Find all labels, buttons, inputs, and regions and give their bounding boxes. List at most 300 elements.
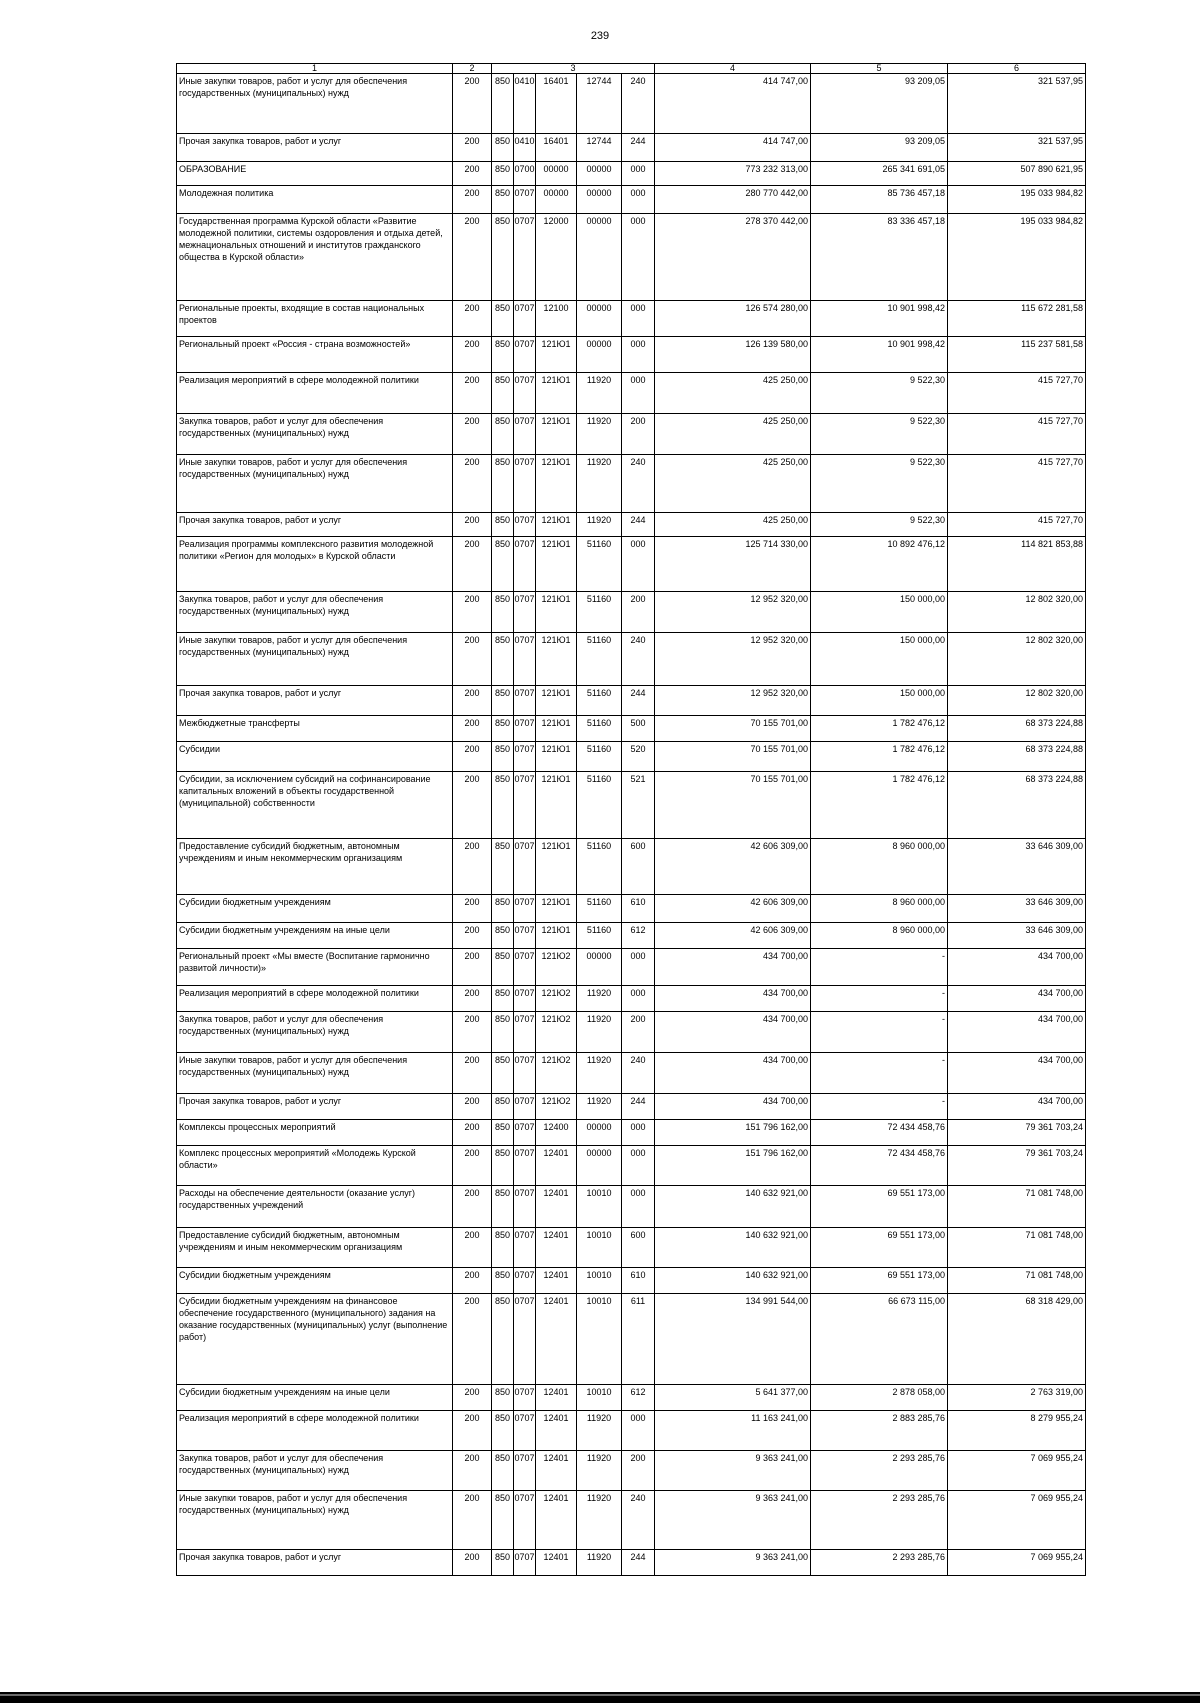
cell-c3a: 850 — [492, 1186, 514, 1228]
header-col-4: 4 — [655, 64, 811, 74]
table-row — [177, 592, 1086, 633]
cell-c4: 42 606 309,00 — [655, 839, 811, 895]
cell-c5: 8 960 000,00 — [811, 895, 948, 923]
cell-c6: 415 727,70 — [948, 455, 1086, 513]
row-name: Реализация мероприятий в сфере молодежной политики — [177, 373, 453, 414]
cell-c3d: 51160 — [577, 923, 622, 949]
cell-c3c: 121Ю1 — [536, 373, 577, 414]
cell-c3e: 200 — [622, 414, 655, 455]
table-row — [177, 414, 1086, 455]
cell-c3e: 000 — [622, 1120, 655, 1146]
cell-c3d: 11920 — [577, 1411, 622, 1451]
budget-table — [176, 63, 1086, 1576]
row-name: Закупка товаров, работ и услуг для обеспечения государственных (муниципальных) нужд — [177, 414, 453, 455]
cell-c6: 33 646 309,00 — [948, 839, 1086, 895]
cell-c2: 200 — [453, 716, 492, 742]
cell-c3e: 000 — [622, 1146, 655, 1186]
cell-c3d: 51160 — [577, 686, 622, 716]
row-name: Прочая закупка товаров, работ и услуг — [177, 686, 453, 716]
table-row — [177, 337, 1086, 373]
cell-c3c: 12401 — [536, 1228, 577, 1268]
cell-c3e: 610 — [622, 895, 655, 923]
cell-c4: 414 747,00 — [655, 74, 811, 134]
cell-c3e: 240 — [622, 1491, 655, 1550]
cell-c3d: 12744 — [577, 74, 622, 134]
cell-c3c: 12401 — [536, 1411, 577, 1451]
table-row — [177, 633, 1086, 686]
cell-c2: 200 — [453, 772, 492, 839]
cell-c3a: 850 — [492, 986, 514, 1012]
cell-c2: 200 — [453, 1451, 492, 1491]
cell-c3a: 850 — [492, 513, 514, 537]
cell-c3b: 0700 — [514, 162, 536, 186]
cell-c4: 151 796 162,00 — [655, 1146, 811, 1186]
cell-c3e: 610 — [622, 1268, 655, 1294]
cell-c2: 200 — [453, 1550, 492, 1576]
cell-c3a: 850 — [492, 1491, 514, 1550]
cell-c5: 83 336 457,18 — [811, 214, 948, 301]
table-row — [177, 686, 1086, 716]
cell-c4: 42 606 309,00 — [655, 923, 811, 949]
row-name: Региональные проекты, входящие в состав национальных проектов — [177, 301, 453, 337]
cell-c3d: 11920 — [577, 1491, 622, 1550]
cell-c3d: 10010 — [577, 1385, 622, 1411]
cell-c2: 200 — [453, 1012, 492, 1053]
cell-c3d: 00000 — [577, 949, 622, 986]
cell-c4: 140 632 921,00 — [655, 1268, 811, 1294]
row-name: Прочая закупка товаров, работ и услуг — [177, 513, 453, 537]
cell-c3a: 850 — [492, 686, 514, 716]
cell-c6: 33 646 309,00 — [948, 895, 1086, 923]
table-row — [177, 455, 1086, 513]
cell-c3d: 51160 — [577, 772, 622, 839]
cell-c5: 69 551 173,00 — [811, 1186, 948, 1228]
cell-c3b: 0707 — [514, 1186, 536, 1228]
table-row — [177, 839, 1086, 895]
cell-c2: 200 — [453, 686, 492, 716]
cell-c3c: 121Ю1 — [536, 895, 577, 923]
cell-c6: 7 069 955,24 — [948, 1550, 1086, 1576]
cell-c2: 200 — [453, 1294, 492, 1385]
cell-c5: 1 782 476,12 — [811, 772, 948, 839]
cell-c2: 200 — [453, 74, 492, 134]
cell-c3c: 121Ю1 — [536, 513, 577, 537]
cell-c3e: 200 — [622, 1012, 655, 1053]
cell-c6: 434 700,00 — [948, 1094, 1086, 1120]
cell-c3c: 121Ю2 — [536, 949, 577, 986]
row-name: Межбюджетные трансферты — [177, 716, 453, 742]
cell-c2: 200 — [453, 337, 492, 373]
cell-c3b: 0707 — [514, 373, 536, 414]
cell-c5: 72 434 458,76 — [811, 1146, 948, 1186]
cell-c5: 10 901 998,42 — [811, 301, 948, 337]
table-row — [177, 986, 1086, 1012]
cell-c3b: 0410 — [514, 74, 536, 134]
header-col-6: 6 — [948, 64, 1086, 74]
cell-c3c: 12401 — [536, 1385, 577, 1411]
cell-c3b: 0707 — [514, 337, 536, 373]
cell-c3a: 850 — [492, 414, 514, 455]
cell-c3c: 121Ю1 — [536, 839, 577, 895]
cell-c3e: 612 — [622, 923, 655, 949]
row-name: Иные закупки товаров, работ и услуг для обеспечения государственных (муниципальных) нужд — [177, 1053, 453, 1094]
cell-c3d: 11920 — [577, 1094, 622, 1120]
cell-c6: 71 081 748,00 — [948, 1228, 1086, 1268]
cell-c3c: 121Ю2 — [536, 986, 577, 1012]
cell-c3c: 121Ю1 — [536, 716, 577, 742]
cell-c4: 434 700,00 — [655, 1053, 811, 1094]
table-row — [177, 186, 1086, 214]
cell-c3d: 11920 — [577, 986, 622, 1012]
cell-c6: 115 672 281,58 — [948, 301, 1086, 337]
table-row — [177, 1094, 1086, 1120]
cell-c3c: 12401 — [536, 1146, 577, 1186]
cell-c5: 2 293 285,76 — [811, 1550, 948, 1576]
cell-c3a: 850 — [492, 923, 514, 949]
cell-c3d: 00000 — [577, 214, 622, 301]
row-name: Региональный проект «Мы вместе (Воспитание гармонично развитой личности)» — [177, 949, 453, 986]
cell-c3a: 850 — [492, 373, 514, 414]
cell-c3e: 240 — [622, 74, 655, 134]
cell-c3d: 00000 — [577, 162, 622, 186]
cell-c3b: 0707 — [514, 1228, 536, 1268]
cell-c6: 415 727,70 — [948, 513, 1086, 537]
cell-c2: 200 — [453, 949, 492, 986]
row-name: Иные закупки товаров, работ и услуг для обеспечения государственных (муниципальных) нужд — [177, 74, 453, 134]
cell-c4: 9 363 241,00 — [655, 1491, 811, 1550]
cell-c2: 200 — [453, 414, 492, 455]
cell-c6: 114 821 853,88 — [948, 537, 1086, 592]
row-name: Региональный проект «Россия - страна возможностей» — [177, 337, 453, 373]
cell-c4: 70 155 701,00 — [655, 772, 811, 839]
cell-c4: 140 632 921,00 — [655, 1228, 811, 1268]
row-name: Закупка товаров, работ и услуг для обеспечения государственных (муниципальных) нужд — [177, 1012, 453, 1053]
cell-c6: 2 763 319,00 — [948, 1385, 1086, 1411]
table-row — [177, 1053, 1086, 1094]
cell-c3c: 12401 — [536, 1491, 577, 1550]
cell-c3b: 0707 — [514, 1385, 536, 1411]
cell-c5: 2 883 285,76 — [811, 1411, 948, 1451]
cell-c3d: 00000 — [577, 1120, 622, 1146]
header-row — [177, 64, 1086, 74]
row-name: Иные закупки товаров, работ и услуг для обеспечения государственных (муниципальных) нужд — [177, 633, 453, 686]
page-number: 239 — [590, 30, 610, 42]
cell-c3b: 0707 — [514, 1491, 536, 1550]
table-row — [177, 1228, 1086, 1268]
table-body — [177, 64, 1086, 1576]
cell-c3c: 121Ю1 — [536, 923, 577, 949]
row-name: Субсидии бюджетным учреждениям на финансовое обеспечение государственного (муниципального) задания на оказание государственных (муниципальных) услуг (выполнение работ) — [177, 1294, 453, 1385]
cell-c3e: 000 — [622, 986, 655, 1012]
cell-c3a: 850 — [492, 949, 514, 986]
cell-c3b: 0707 — [514, 592, 536, 633]
table-row — [177, 742, 1086, 772]
cell-c3a: 850 — [492, 1012, 514, 1053]
cell-c6: 321 537,95 — [948, 134, 1086, 162]
cell-c5: 8 960 000,00 — [811, 923, 948, 949]
table-row — [177, 1294, 1086, 1385]
table-row — [177, 134, 1086, 162]
table-row — [177, 895, 1086, 923]
cell-c3a: 850 — [492, 455, 514, 513]
cell-c3e: 244 — [622, 513, 655, 537]
table-row — [177, 214, 1086, 301]
cell-c3a: 850 — [492, 716, 514, 742]
cell-c4: 280 770 442,00 — [655, 186, 811, 214]
cell-c5: 8 960 000,00 — [811, 839, 948, 895]
cell-c3b: 0707 — [514, 513, 536, 537]
cell-c3b: 0707 — [514, 839, 536, 895]
cell-c6: 33 646 309,00 — [948, 923, 1086, 949]
cell-c2: 200 — [453, 1186, 492, 1228]
cell-c3b: 0707 — [514, 1451, 536, 1491]
cell-c4: 12 952 320,00 — [655, 633, 811, 686]
cell-c5: 150 000,00 — [811, 686, 948, 716]
cell-c6: 195 033 984,82 — [948, 186, 1086, 214]
row-name: Реализация мероприятий в сфере молодежной политики — [177, 1411, 453, 1451]
cell-c6: 434 700,00 — [948, 1012, 1086, 1053]
cell-c3d: 00000 — [577, 301, 622, 337]
cell-c3a: 850 — [492, 592, 514, 633]
cell-c3d: 51160 — [577, 716, 622, 742]
cell-c3e: 000 — [622, 162, 655, 186]
header-col-5: 5 — [811, 64, 948, 74]
cell-c2: 200 — [453, 162, 492, 186]
cell-c3c: 121Ю1 — [536, 337, 577, 373]
cell-c3e: 000 — [622, 373, 655, 414]
cell-c4: 126 139 580,00 — [655, 337, 811, 373]
cell-c4: 434 700,00 — [655, 986, 811, 1012]
cell-c3e: 240 — [622, 455, 655, 513]
cell-c3e: 611 — [622, 1294, 655, 1385]
cell-c3d: 51160 — [577, 537, 622, 592]
cell-c4: 425 250,00 — [655, 513, 811, 537]
cell-c4: 278 370 442,00 — [655, 214, 811, 301]
cell-c2: 200 — [453, 1491, 492, 1550]
cell-c6: 434 700,00 — [948, 1053, 1086, 1094]
cell-c6: 68 373 224,88 — [948, 742, 1086, 772]
cell-c3b: 0707 — [514, 537, 536, 592]
cell-c3a: 850 — [492, 74, 514, 134]
cell-c3d: 11920 — [577, 1550, 622, 1576]
cell-c3e: 000 — [622, 1186, 655, 1228]
cell-c3b: 0707 — [514, 186, 536, 214]
cell-c3b: 0707 — [514, 986, 536, 1012]
cell-c3e: 244 — [622, 134, 655, 162]
row-name: Субсидии — [177, 742, 453, 772]
cell-c3e: 600 — [622, 1228, 655, 1268]
cell-c2: 200 — [453, 1094, 492, 1120]
cell-c5: 85 736 457,18 — [811, 186, 948, 214]
header-col-1: 1 — [177, 64, 453, 74]
cell-c4: 70 155 701,00 — [655, 716, 811, 742]
cell-c3a: 850 — [492, 186, 514, 214]
cell-c5: 93 209,05 — [811, 134, 948, 162]
cell-c4: 434 700,00 — [655, 949, 811, 986]
cell-c2: 200 — [453, 895, 492, 923]
cell-c3a: 850 — [492, 839, 514, 895]
cell-c3d: 11920 — [577, 455, 622, 513]
cell-c3d: 11920 — [577, 1053, 622, 1094]
cell-c3c: 121Ю2 — [536, 1012, 577, 1053]
cell-c6: 434 700,00 — [948, 949, 1086, 986]
cell-c4: 151 796 162,00 — [655, 1120, 811, 1146]
table-row — [177, 923, 1086, 949]
row-name: Субсидии бюджетным учреждениям на иные цели — [177, 923, 453, 949]
cell-c3e: 000 — [622, 214, 655, 301]
cell-c5: - — [811, 986, 948, 1012]
cell-c3b: 0707 — [514, 633, 536, 686]
table-row — [177, 1186, 1086, 1228]
cell-c3c: 121Ю1 — [536, 414, 577, 455]
cell-c3c: 16401 — [536, 74, 577, 134]
cell-c3b: 0707 — [514, 1120, 536, 1146]
cell-c3d: 11920 — [577, 513, 622, 537]
cell-c2: 200 — [453, 986, 492, 1012]
cell-c6: 79 361 703,24 — [948, 1120, 1086, 1146]
row-name: Прочая закупка товаров, работ и услуг — [177, 134, 453, 162]
cell-c3a: 850 — [492, 772, 514, 839]
cell-c5: 10 901 998,42 — [811, 337, 948, 373]
cell-c3c: 121Ю2 — [536, 1053, 577, 1094]
table-row — [177, 1411, 1086, 1451]
cell-c3b: 0410 — [514, 134, 536, 162]
cell-c6: 12 802 320,00 — [948, 633, 1086, 686]
cell-c3e: 000 — [622, 1411, 655, 1451]
cell-c5: 72 434 458,76 — [811, 1120, 948, 1146]
cell-c3a: 850 — [492, 633, 514, 686]
cell-c3e: 200 — [622, 592, 655, 633]
row-name: Комплексы процессных мероприятий — [177, 1120, 453, 1146]
cell-c3d: 11920 — [577, 373, 622, 414]
cell-c3d: 11920 — [577, 1451, 622, 1491]
cell-c3a: 850 — [492, 895, 514, 923]
cell-c3a: 850 — [492, 537, 514, 592]
table-row — [177, 1491, 1086, 1550]
cell-c4: 42 606 309,00 — [655, 895, 811, 923]
row-name: Субсидии бюджетным учреждениям — [177, 895, 453, 923]
cell-c3d: 51160 — [577, 592, 622, 633]
cell-c3d: 12744 — [577, 134, 622, 162]
row-name: Субсидии бюджетным учреждениям на иные цели — [177, 1385, 453, 1411]
cell-c3b: 0707 — [514, 772, 536, 839]
cell-c4: 126 574 280,00 — [655, 301, 811, 337]
cell-c4: 5 641 377,00 — [655, 1385, 811, 1411]
cell-c4: 125 714 330,00 — [655, 537, 811, 592]
table-row — [177, 513, 1086, 537]
cell-c3d: 00000 — [577, 337, 622, 373]
cell-c5: 2 878 058,00 — [811, 1385, 948, 1411]
cell-c4: 12 952 320,00 — [655, 592, 811, 633]
table-row — [177, 74, 1086, 134]
cell-c5: 9 522,30 — [811, 414, 948, 455]
cell-c6: 7 069 955,24 — [948, 1491, 1086, 1550]
cell-c5: 150 000,00 — [811, 633, 948, 686]
cell-c5: 2 293 285,76 — [811, 1491, 948, 1550]
cell-c3e: 000 — [622, 949, 655, 986]
cell-c5: 69 551 173,00 — [811, 1228, 948, 1268]
cell-c6: 12 802 320,00 — [948, 686, 1086, 716]
cell-c5: - — [811, 1053, 948, 1094]
cell-c3e: 612 — [622, 1385, 655, 1411]
cell-c6: 7 069 955,24 — [948, 1451, 1086, 1491]
cell-c3e: 000 — [622, 337, 655, 373]
cell-c5: 9 522,30 — [811, 373, 948, 414]
cell-c3a: 850 — [492, 1451, 514, 1491]
cell-c6: 415 727,70 — [948, 373, 1086, 414]
header-col-3: 3 — [492, 64, 655, 74]
row-name: Прочая закупка товаров, работ и услуг — [177, 1094, 453, 1120]
cell-c3a: 850 — [492, 1094, 514, 1120]
cell-c2: 200 — [453, 186, 492, 214]
cell-c3b: 0707 — [514, 1012, 536, 1053]
cell-c3b: 0707 — [514, 1411, 536, 1451]
row-name: Комплекс процессных мероприятий «Молодежь Курской области» — [177, 1146, 453, 1186]
cell-c4: 773 232 313,00 — [655, 162, 811, 186]
cell-c4: 9 363 241,00 — [655, 1451, 811, 1491]
table-row — [177, 1012, 1086, 1053]
cell-c3c: 16401 — [536, 134, 577, 162]
cell-c3e: 240 — [622, 633, 655, 686]
cell-c2: 200 — [453, 633, 492, 686]
cell-c5: - — [811, 1012, 948, 1053]
cell-c2: 200 — [453, 592, 492, 633]
cell-c3c: 00000 — [536, 162, 577, 186]
cell-c3d: 51160 — [577, 633, 622, 686]
cell-c2: 200 — [453, 1385, 492, 1411]
cell-c5: - — [811, 1094, 948, 1120]
cell-c3a: 850 — [492, 742, 514, 772]
cell-c3a: 850 — [492, 162, 514, 186]
cell-c3b: 0707 — [514, 742, 536, 772]
cell-c5: 1 782 476,12 — [811, 742, 948, 772]
cell-c2: 200 — [453, 373, 492, 414]
cell-c4: 134 991 544,00 — [655, 1294, 811, 1385]
cell-c2: 200 — [453, 455, 492, 513]
cell-c3a: 850 — [492, 1268, 514, 1294]
row-name: Субсидии, за исключением субсидий на софинансирование капитальных вложений в объекты государственной (муниципальной) собственности — [177, 772, 453, 839]
cell-c3b: 0707 — [514, 895, 536, 923]
cell-c3c: 121Ю1 — [536, 537, 577, 592]
cell-c2: 200 — [453, 214, 492, 301]
cell-c3a: 850 — [492, 1294, 514, 1385]
table-row — [177, 1550, 1086, 1576]
header-col-2: 2 — [453, 64, 492, 74]
cell-c6: 434 700,00 — [948, 986, 1086, 1012]
cell-c3b: 0707 — [514, 1146, 536, 1186]
cell-c5: 93 209,05 — [811, 74, 948, 134]
row-name: Прочая закупка товаров, работ и услуг — [177, 1550, 453, 1576]
cell-c3c: 12401 — [536, 1294, 577, 1385]
cell-c6: 507 890 621,95 — [948, 162, 1086, 186]
cell-c4: 9 363 241,00 — [655, 1550, 811, 1576]
cell-c3a: 850 — [492, 1550, 514, 1576]
cell-c4: 70 155 701,00 — [655, 742, 811, 772]
cell-c3d: 51160 — [577, 895, 622, 923]
cell-c3a: 850 — [492, 1228, 514, 1268]
cell-c2: 200 — [453, 742, 492, 772]
cell-c3a: 850 — [492, 1146, 514, 1186]
cell-c4: 12 952 320,00 — [655, 686, 811, 716]
cell-c3b: 0707 — [514, 716, 536, 742]
cell-c5: 9 522,30 — [811, 513, 948, 537]
cell-c5: - — [811, 949, 948, 986]
table-row — [177, 301, 1086, 337]
cell-c4: 425 250,00 — [655, 373, 811, 414]
cell-c3e: 200 — [622, 1451, 655, 1491]
cell-c4: 434 700,00 — [655, 1012, 811, 1053]
table-row — [177, 1120, 1086, 1146]
